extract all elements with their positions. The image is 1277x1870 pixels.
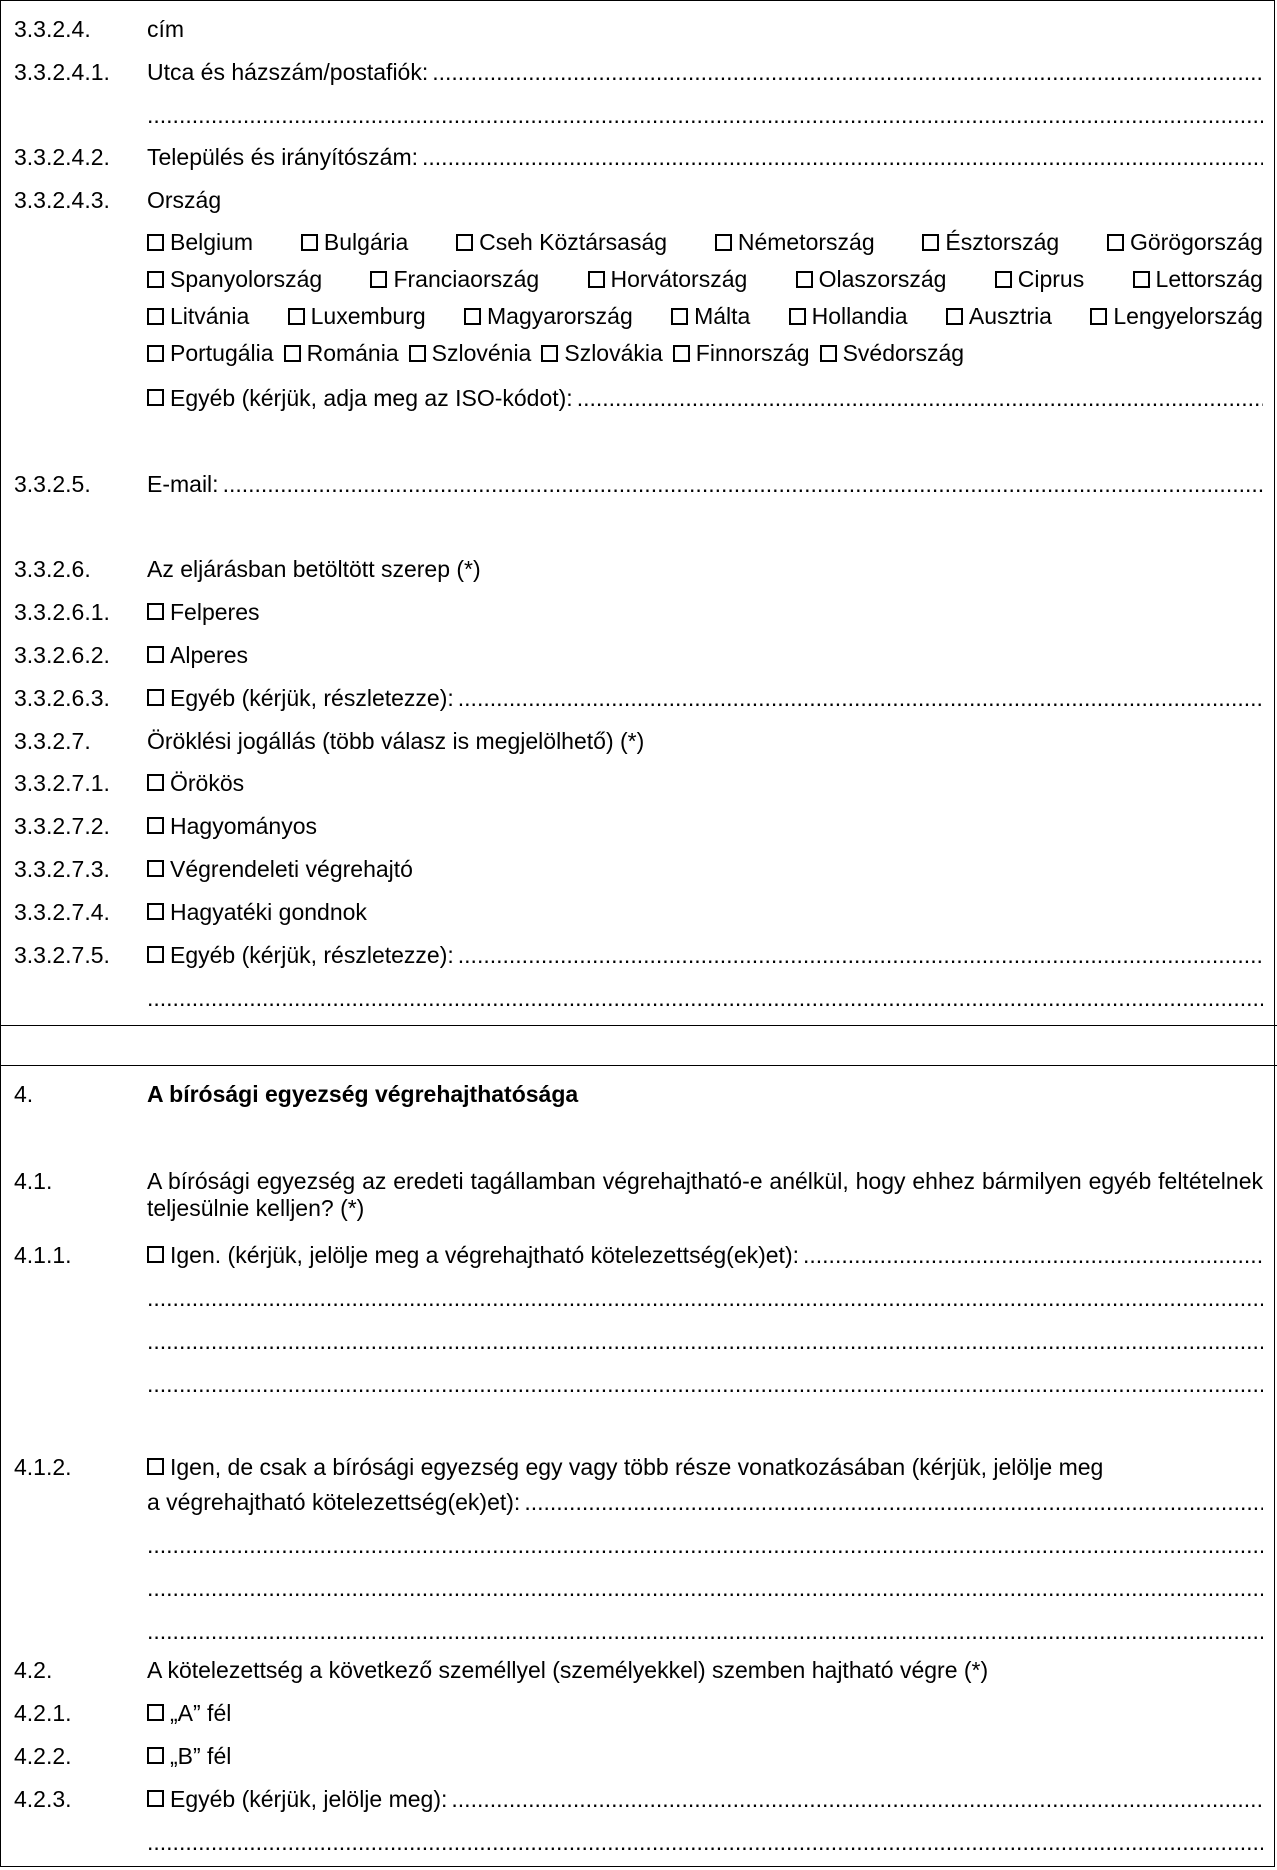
country-option[interactable] bbox=[147, 335, 274, 372]
inherit-other-input-line2[interactable] bbox=[147, 983, 1263, 1013]
row-role-other bbox=[0, 683, 1277, 713]
row-number: 3.3.2.4. bbox=[14, 16, 91, 42]
row-role bbox=[0, 554, 1277, 584]
checkbox-label: Egyéb (kérjük, részletezze): bbox=[170, 685, 454, 711]
row-number: 4.1. bbox=[14, 1168, 53, 1194]
row-number: 4.2.3. bbox=[14, 1786, 72, 1812]
checkbox-country[interactable] bbox=[370, 271, 387, 288]
row-number: 3.3.2.7.4. bbox=[14, 899, 110, 925]
row-number: 4.2.1. bbox=[14, 1700, 72, 1726]
country-label: Cseh Köztársaság bbox=[479, 229, 668, 255]
row-number: 3.3.2.7.1. bbox=[14, 770, 110, 796]
country-label: Lengyelország bbox=[1113, 303, 1263, 329]
row-number: 3.3.2.4.2. bbox=[14, 144, 110, 170]
checkbox-country[interactable] bbox=[284, 345, 301, 362]
country-row bbox=[147, 298, 1263, 335]
checkbox-label-continued: a végrehajtható kötelezettség(ek)et): bbox=[147, 1489, 521, 1515]
partial-obligations-input-line2[interactable] bbox=[147, 1530, 1263, 1560]
row-number: 3.3.2.7.3. bbox=[14, 856, 110, 882]
partial-obligations-input[interactable] bbox=[524, 1487, 1263, 1517]
country-label: Szlovénia bbox=[431, 340, 532, 366]
checkbox-country[interactable] bbox=[995, 271, 1012, 288]
row-label: Öröklési jogállás (több válasz is megjelölhető) (*) bbox=[147, 728, 645, 754]
row-label: Település és irányítószám: bbox=[147, 144, 419, 170]
checkbox-country[interactable] bbox=[946, 308, 963, 325]
row-cim bbox=[0, 14, 1277, 44]
row-inheritance bbox=[0, 726, 1277, 756]
country-option[interactable] bbox=[147, 298, 249, 335]
section-title: A bírósági egyezség végrehajthatósága bbox=[147, 1081, 579, 1107]
country-row bbox=[147, 335, 1263, 372]
country-label: Málta bbox=[694, 303, 751, 329]
row-4-1-1 bbox=[0, 1240, 1277, 1270]
checkbox-administrator[interactable] bbox=[147, 903, 164, 920]
country-label: Svédország bbox=[842, 340, 965, 366]
country-option[interactable] bbox=[370, 261, 539, 298]
row-inherit-other bbox=[0, 940, 1277, 970]
country-option[interactable] bbox=[284, 335, 399, 372]
role-other-input[interactable] bbox=[458, 683, 1263, 713]
question-text: A bírósági egyezség az eredeti tagállamban végrehajtható-e anélkül, hogy ehhez bármilyen egyéb feltételnek teljesülnie kelljen? (*) bbox=[147, 1168, 1263, 1221]
row-role-plaintiff bbox=[0, 597, 1277, 627]
country-option[interactable] bbox=[789, 298, 908, 335]
row-label: cím bbox=[147, 16, 185, 42]
checkbox-country[interactable] bbox=[147, 345, 164, 362]
checkbox-label: Végrendeleti végrehajtó bbox=[170, 856, 413, 882]
row-label: Ország bbox=[147, 187, 222, 213]
checkbox-country[interactable] bbox=[1133, 271, 1150, 288]
row-number: 3.3.2.7.2. bbox=[14, 813, 110, 839]
row-4-2 bbox=[0, 1655, 1277, 1685]
row-number: 3.3.2.7.5. bbox=[14, 942, 110, 968]
checkbox-label: „A” fél bbox=[170, 1700, 232, 1726]
street-input-line2[interactable] bbox=[147, 100, 1263, 130]
checkbox-country[interactable] bbox=[288, 308, 305, 325]
country-label: Németország bbox=[737, 229, 875, 255]
checkbox-party-a[interactable] bbox=[147, 1704, 164, 1721]
country-option[interactable] bbox=[147, 224, 253, 261]
checkbox-plaintiff[interactable] bbox=[147, 603, 164, 620]
checkbox-country[interactable] bbox=[147, 308, 164, 325]
country-label: Franciaország bbox=[393, 266, 540, 292]
row-number: 4. bbox=[14, 1081, 34, 1107]
country-label: Románia bbox=[306, 340, 399, 366]
row-4-1-2-cont bbox=[0, 1487, 1277, 1517]
checkbox-country[interactable] bbox=[456, 234, 473, 251]
country-option[interactable] bbox=[946, 298, 1052, 335]
country-option[interactable] bbox=[1107, 224, 1263, 261]
checkbox-party-other[interactable] bbox=[147, 1790, 164, 1807]
country-label: Belgium bbox=[170, 229, 254, 255]
checkbox-country[interactable] bbox=[464, 308, 481, 325]
country-option[interactable] bbox=[922, 224, 1059, 261]
row-4-2-2 bbox=[0, 1741, 1277, 1771]
row-number: 3.3.2.6.2. bbox=[14, 642, 110, 668]
country-option[interactable] bbox=[1133, 261, 1263, 298]
row-number: 3.3.2.7. bbox=[14, 728, 91, 754]
row-number: 4.1.1. bbox=[14, 1242, 72, 1268]
row-country bbox=[0, 185, 1277, 215]
obligations-input-line3[interactable] bbox=[147, 1326, 1263, 1356]
row-number: 3.3.2.6.1. bbox=[14, 599, 110, 625]
country-label: Magyarország bbox=[487, 303, 633, 329]
row-role-defendant bbox=[0, 640, 1277, 670]
checkbox-label: Egyéb (kérjük, adja meg az ISO-kódot): bbox=[170, 385, 573, 411]
row-number: 3.3.2.4.1. bbox=[14, 59, 110, 85]
row-city bbox=[0, 142, 1277, 172]
checkbox-legatee[interactable] bbox=[147, 817, 164, 834]
obligations-input-line2[interactable] bbox=[147, 1283, 1263, 1313]
checkbox-role-other[interactable] bbox=[147, 689, 164, 706]
country-label: Szlovákia bbox=[564, 340, 663, 366]
country-row bbox=[147, 224, 1263, 261]
checkbox-country[interactable] bbox=[1090, 308, 1107, 325]
checkbox-country[interactable] bbox=[588, 271, 605, 288]
checkbox-label: Egyéb (kérjük, jelölje meg): bbox=[170, 1786, 448, 1812]
row-inherit-heir bbox=[0, 768, 1277, 798]
checkbox-country[interactable] bbox=[147, 271, 164, 288]
inherit-other-input[interactable] bbox=[458, 940, 1263, 970]
checkbox-country[interactable] bbox=[820, 345, 837, 362]
checkbox-label: Igen, de csak a bírósági egyezség egy vagy több része vonatkozásában (kérjük, jelölje meg bbox=[170, 1454, 1104, 1480]
country-option[interactable] bbox=[820, 335, 964, 372]
row-number: 3.3.2.5. bbox=[14, 471, 91, 497]
checkbox-country[interactable] bbox=[301, 234, 318, 251]
row-inherit-executor bbox=[0, 854, 1277, 884]
row-inherit-administrator bbox=[0, 897, 1277, 927]
checkbox-country[interactable] bbox=[147, 234, 164, 251]
checkbox-country[interactable] bbox=[671, 308, 688, 325]
street-input[interactable] bbox=[432, 57, 1263, 87]
country-option[interactable] bbox=[147, 261, 322, 298]
checkbox-country[interactable] bbox=[1107, 234, 1124, 251]
row-label: A kötelezettség a következő személlyel (személyekkel) szemben hajtható végre (*) bbox=[147, 1657, 989, 1683]
obligations-input[interactable] bbox=[803, 1240, 1263, 1270]
country-label: Észtország bbox=[945, 229, 1060, 255]
city-input[interactable] bbox=[422, 142, 1263, 172]
country-option[interactable] bbox=[541, 335, 662, 372]
row-number: 4.2.2. bbox=[14, 1743, 72, 1769]
checkbox-country[interactable] bbox=[922, 234, 939, 251]
country-option[interactable] bbox=[409, 335, 532, 372]
checkbox-label: Igen. (kérjük, jelölje meg a végrehajtható kötelezettség(ek)et): bbox=[170, 1242, 799, 1268]
checkbox-yes[interactable] bbox=[147, 1246, 164, 1263]
country-option[interactable] bbox=[456, 224, 667, 261]
country-option[interactable] bbox=[1090, 298, 1263, 335]
checkbox-label: Hagyatéki gondnok bbox=[170, 899, 367, 925]
checkbox-country[interactable] bbox=[789, 308, 806, 325]
checkbox-label: „B” fél bbox=[170, 1743, 232, 1769]
country-option[interactable] bbox=[464, 298, 633, 335]
checkbox-country[interactable] bbox=[715, 234, 732, 251]
checkbox-country[interactable] bbox=[673, 345, 690, 362]
country-label: Portugália bbox=[170, 340, 274, 366]
divider-line bbox=[0, 1065, 1277, 1066]
country-label: Hollandia bbox=[811, 303, 908, 329]
country-option[interactable] bbox=[588, 261, 748, 298]
country-label: Bulgária bbox=[323, 229, 409, 255]
row-number: 3.3.2.4.3. bbox=[14, 187, 110, 213]
country-option[interactable] bbox=[715, 224, 875, 261]
row-4-2-1 bbox=[0, 1698, 1277, 1728]
country-label: Ciprus bbox=[1017, 266, 1085, 292]
row-label: E-mail: bbox=[147, 471, 219, 497]
country-option[interactable] bbox=[673, 335, 810, 372]
country-row bbox=[147, 261, 1263, 298]
checkbox-other-country[interactable] bbox=[147, 389, 164, 406]
checkbox-executor[interactable] bbox=[147, 860, 164, 877]
iso-code-input[interactable] bbox=[577, 383, 1263, 413]
country-label: Spanyolország bbox=[170, 266, 323, 292]
divider-line bbox=[0, 1025, 1277, 1026]
country-label: Litvánia bbox=[170, 303, 250, 329]
section-4-heading bbox=[0, 1079, 1277, 1109]
country-label: Luxemburg bbox=[310, 303, 426, 329]
country-label: Lettország bbox=[1155, 266, 1263, 292]
checkbox-defendant[interactable] bbox=[147, 646, 164, 663]
row-street bbox=[0, 57, 1277, 87]
country-label: Ausztria bbox=[968, 303, 1052, 329]
checkbox-yes-partial[interactable] bbox=[147, 1458, 164, 1475]
row-email bbox=[0, 469, 1277, 499]
row-label: Utca és házszám/postafiók: bbox=[147, 59, 429, 85]
checkbox-label: Örökös bbox=[170, 770, 245, 796]
partial-obligations-input-line3[interactable] bbox=[147, 1573, 1263, 1603]
country-label: Horvátország bbox=[610, 266, 748, 292]
country-option[interactable] bbox=[288, 298, 426, 335]
row-number: 4.2. bbox=[14, 1657, 53, 1683]
checkbox-label: Alperes bbox=[170, 642, 248, 668]
checkbox-label: Felperes bbox=[170, 599, 260, 625]
checkbox-label: Egyéb (kérjük, részletezze): bbox=[170, 942, 454, 968]
checkbox-inherit-other[interactable] bbox=[147, 946, 164, 963]
row-label: Az eljárásban betöltött szerep (*) bbox=[147, 556, 481, 582]
country-option[interactable] bbox=[995, 261, 1084, 298]
checkbox-country[interactable] bbox=[541, 345, 558, 362]
country-label: Finnország bbox=[695, 340, 810, 366]
country-option[interactable] bbox=[796, 261, 947, 298]
checkbox-label: Hagyományos bbox=[170, 813, 318, 839]
row-number: 4.1.2. bbox=[14, 1454, 72, 1480]
country-option[interactable] bbox=[671, 298, 750, 335]
country-label: Görögország bbox=[1129, 229, 1263, 255]
row-number: 3.3.2.6.3. bbox=[14, 685, 110, 711]
email-input[interactable] bbox=[223, 469, 1263, 499]
checkbox-country[interactable] bbox=[796, 271, 813, 288]
row-4-2-3 bbox=[0, 1784, 1277, 1814]
checkbox-heir[interactable] bbox=[147, 774, 164, 791]
party-other-input[interactable] bbox=[451, 1784, 1263, 1814]
row-inherit-legatee bbox=[0, 811, 1277, 841]
checkbox-party-b[interactable] bbox=[147, 1747, 164, 1764]
country-checkbox-grid bbox=[147, 224, 1263, 372]
partial-obligations-input-line4[interactable] bbox=[147, 1616, 1263, 1646]
country-option[interactable] bbox=[301, 224, 408, 261]
row-other-iso bbox=[0, 383, 1277, 413]
party-other-input-line2[interactable] bbox=[147, 1827, 1263, 1857]
obligations-input-line4[interactable] bbox=[147, 1369, 1263, 1399]
row-4-1-2 bbox=[0, 1452, 1277, 1482]
checkbox-country[interactable] bbox=[409, 345, 426, 362]
country-label: Olaszország bbox=[818, 266, 947, 292]
row-number: 3.3.2.6. bbox=[14, 556, 91, 582]
